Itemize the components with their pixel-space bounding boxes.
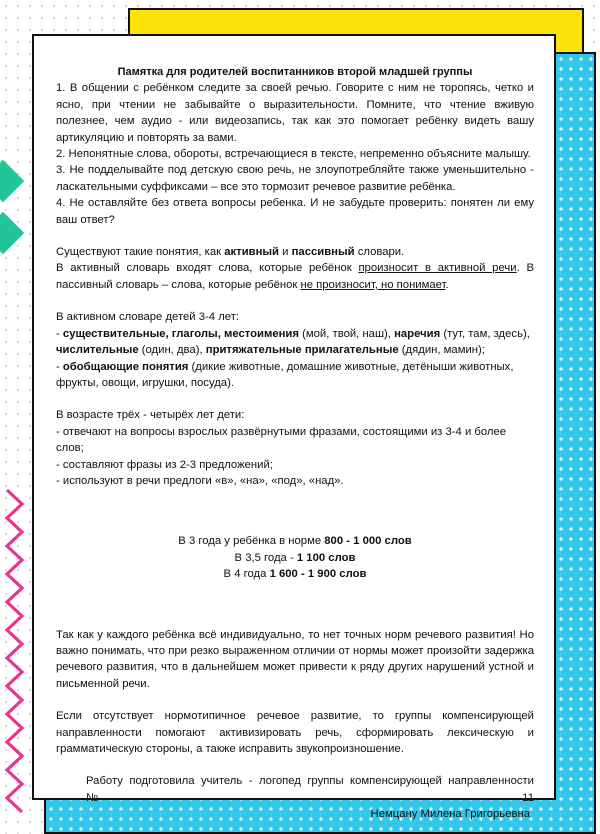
active-heading: В активном словаре детей 3-4 лет: (56, 311, 240, 324)
active-item-2: числительные (один, два), притяжательные прилагательные (дядин, мамин); (56, 344, 485, 357)
age-heading: В возрасте трёх - четырёх лет дети: (56, 409, 245, 422)
norm-3-5-years: В 3,5 года - 1 100 слов (234, 551, 356, 564)
tip-2: 2. Непонятные слова, обороты, встречающиеся в тексте, непременно объясните малышу. (56, 148, 531, 161)
age-bullet-2: - составляют фразы из 2-3 предложений; (56, 458, 273, 471)
active-item-3: - обобщающие понятия (дикие животные, домашние животные, детёныши животных, фрукты, овощи, игрушки, посуда). (56, 360, 514, 389)
age-bullet-1: - отвечают на вопросы взрослых развёрнутыми фразами, состоящими из 3-4 и более слов; (56, 425, 507, 455)
page-title: Памятка для родителей воспитанников второй младшей группы (117, 66, 473, 78)
vocab-definition: В активный словарь входят слова, которые ребёнок произносит в активной речи. В пассивный словарь – слова, которые ребёнок не произносит, но понимает. (56, 262, 535, 291)
tip-1: 1. В общении с ребёнком следите за своей речью. Говорите с ним не торопясь, четко и ясно, при чтении не забывайте о выразительности. Помните, что чтение вживую полезнее, чем аудио - или видеозапись, так как это помогает ребёнку видеть вашу артикуляцию и повторять за вами. (56, 82, 534, 144)
vocab-intro: Существуют такие понятия, как активный и пассивный словари. (56, 246, 405, 259)
author-name: Немцану Милена Григорьевна (370, 808, 530, 821)
diamond-icon (0, 212, 24, 254)
zigzag-icon (4, 488, 26, 823)
diamond-icon (0, 160, 24, 202)
norm-3-years: В 3 года у ребёнка в норме 800 - 1 000 слов (178, 535, 412, 548)
author-line: Работу подготовила учитель - логопед группы компенсирующей направленности №11 (86, 775, 534, 804)
norm-4-years: В 4 года 1 600 - 1 900 слов (223, 568, 367, 581)
closing-paragraph-2: Если отсутствует нормотипичное речевое развитие, то группы компенсирующей направленности помогают активизировать речь, сформировать лексическую и грамматическую стороны, а также исправить звукопроизношение. (56, 710, 534, 755)
age-bullet-3: - используют в речи предлоги «в», «на», «под», «над». (56, 474, 344, 487)
tip-3: 3. Не подделывайте под детскую свою речь, не злоупотребляйте также уменьшительно - ласкательными суффиксами – все это тормозит речевое развитие ребёнка. (56, 164, 534, 193)
memo-card (32, 34, 556, 821)
tip-4: 4. Не оставляйте без ответа вопросы ребенка. И не забудьте проверить: понятен ли ему ваш ответ? (56, 197, 534, 226)
closing-paragraph-1: Так как у каждого ребёнка всё индивидуально, то нет точных норм речевого развития! Но важно понимать, что при резко выраженном отличии от нормы может произойти задержка речевого развития, что в дальнейшем может привести к ряду других нарушений устной и письменной речи. (56, 628, 534, 690)
active-item-1: - существительные, глаголы, местоимения (мой, твой, наш), наречия (тут, там, здесь), (56, 327, 530, 340)
